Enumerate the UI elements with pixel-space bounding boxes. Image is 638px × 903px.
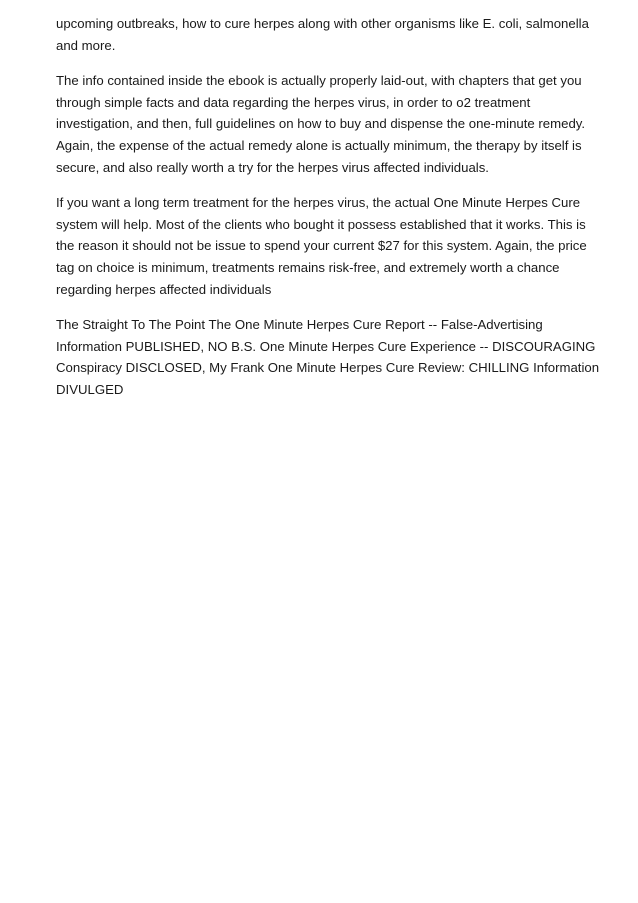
text-line: investigation, and then, full guidelines on how to buy and dispense the one-minute remedy. bbox=[56, 116, 586, 132]
paragraph-1 bbox=[56, 13, 590, 56]
text-line: regarding herpes affected individuals bbox=[56, 281, 272, 297]
text-line: Information PUBLISHED, NO B.S. One Minute Herpes Cure Experience -- DISCOURAGING bbox=[56, 338, 596, 354]
text-line: through simple facts and data regarding the herpes virus, in order to o2 treatment bbox=[56, 94, 531, 110]
text-line: secure, and also really worth a try for the herpes virus affected individuals. bbox=[56, 159, 489, 175]
paragraph-4 bbox=[56, 314, 600, 400]
document-body bbox=[56, 13, 600, 415]
text-line: The info contained inside the ebook is actually properly laid-out, with chapters that get you bbox=[56, 73, 582, 89]
text-line: upcoming outbreaks, how to cure herpes along with other organisms like E. coli, salmonella bbox=[56, 16, 589, 31]
text-line: DIVULGED bbox=[56, 381, 124, 397]
text-line: the reason it should not be issue to spend your current $27 for this system. Again, the price bbox=[56, 238, 587, 254]
text-line: system will help. Most of the clients who bought it possess established that it works. This is bbox=[56, 216, 586, 232]
text-line: tag on choice is minimum, treatments remains risk-free, and extremely worth a chance bbox=[56, 259, 560, 275]
text-line: If you want a long term treatment for the herpes virus, the actual One Minute Herpes Cure bbox=[56, 195, 581, 211]
text-line: Again, the expense of the actual remedy alone is actually minimum, the therapy by itself is bbox=[56, 137, 582, 153]
paragraph-3 bbox=[56, 192, 590, 300]
text-line: Conspiracy DISCLOSED, My Frank One Minute Herpes Cure Review: CHILLING Information bbox=[56, 360, 600, 376]
text-line: and more. bbox=[56, 37, 116, 53]
paragraph-2 bbox=[56, 70, 590, 178]
text-line: The Straight To The Point The One Minute Herpes Cure Report -- False-Advertising bbox=[56, 317, 543, 333]
